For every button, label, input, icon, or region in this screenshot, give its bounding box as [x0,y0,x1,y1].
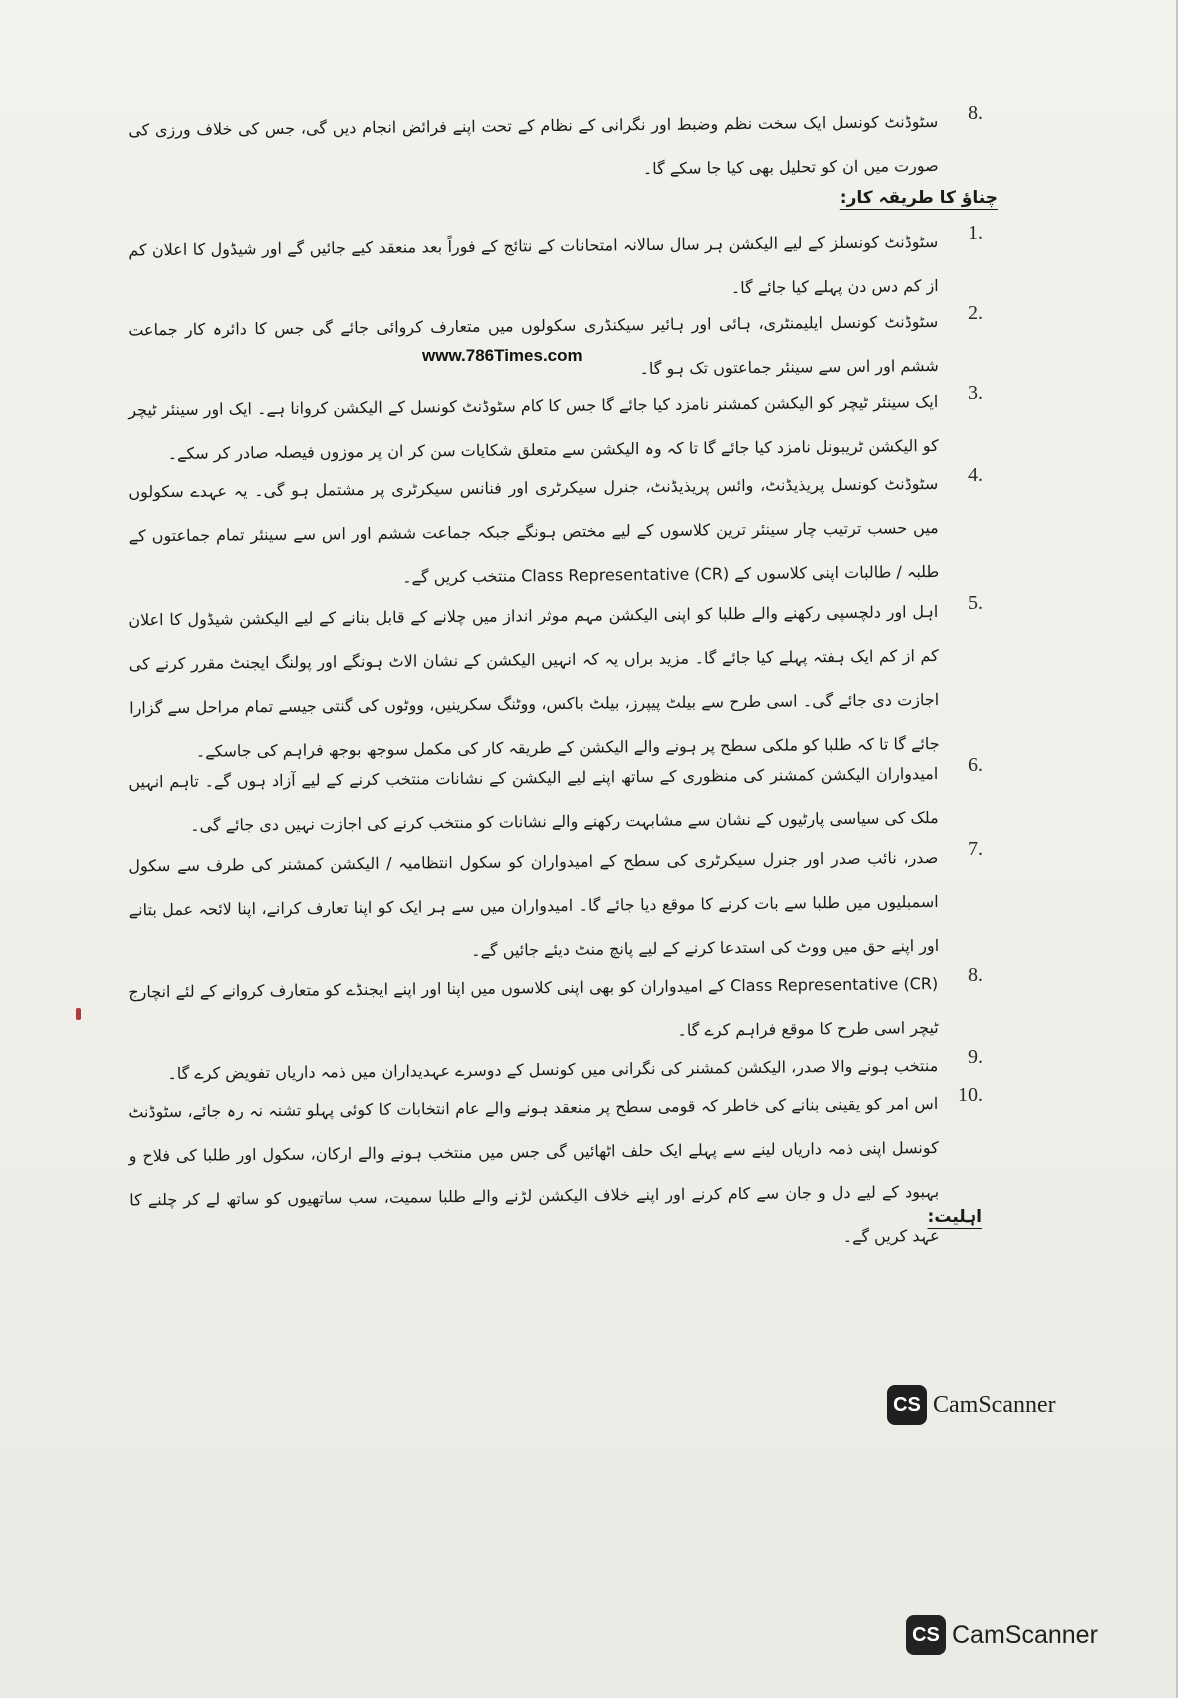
intro-item-number: 8. [968,102,983,124]
item-text: صدر، نائب صدر اور جنرل سیکرٹری کی سطح کے امیدواران کو سکول انتظامیہ / الیکشن کمشنر کی طرف سے سکول اسمبلیوں میں طلبا سے بات کرنے کا موقع دیا جائے گا۔ امیدواران میں سے ہر ایک کو اپنا تعارف کرانے، اپنا لائحہ عمل بتانے اور اپنے حق میں ووٹ کی استدعا کرنے کے لیے پانچ منٹ دیئے جائیں گے۔ [128,847,940,960]
signature-label: اہلیت: [927,1207,982,1227]
item-number: 5. [968,592,983,614]
item-number: 10. [958,1084,983,1106]
item-text: سٹوڈنٹ کونسلز کے لیے الیکشن ہر سال سالانہ امتحانات کے نتائج کے فوراً بعد منعقد کیے جائیں گے اور شیڈول کا اعلان کم از کم دس دن پہلے کیا جائے گا۔ [128,231,939,298]
item-number: 1. [968,222,983,244]
camscanner-label: CamScanner [933,1391,1056,1418]
item-text: ایک سینئر ٹیچر کو الیکشن کمشنر نامزد کیا جائے گا جس کا کام سٹوڈنٹ کونسل کے الیکشن کروانا ہے۔ ایک اور سینئر ٹیچر کو الیکشن ٹریبونل نامزد کیا جائے گا تا کہ وہ الیکشن سے متعلق شکایات سن کر ان پر موزوں فیصلہ صادر کر سکے۔ [128,391,939,464]
camscanner-badge [887,1385,1056,1425]
camscanner-icon: CS [906,1615,946,1655]
intro-item-text: سٹوڈنٹ کونسل ایک سخت نظم وضبط اور نگرانی کے نظام کے تحت اپنے فرائض انجام دیں گی، جس کی خلاف ورزی کی صورت میں ان کو تحلیل بھی کیا جا سکے گا۔ [128,111,939,179]
section-heading: چناؤ کا طریقہ کار: [839,188,998,208]
item-number: 2. [968,302,983,324]
watermark-url: www.786Times.com [422,346,583,365]
item-number: 6. [968,754,983,776]
camscanner-badge-outer [906,1615,1098,1655]
camscanner-icon: CS [887,1385,927,1425]
item-number: 4. [968,464,983,486]
camscanner-label: CamScanner [952,1620,1098,1649]
item-text: منتخب ہونے والا صدر، الیکشن کمشنر کی نگرانی میں کونسل کے دوسرے عہدیداران میں ذمہ داریاں تفویض کرے گا۔ [167,1055,939,1084]
item-text: سٹوڈنٹ کونسل پریذیڈنٹ، وائس پریذیڈنٹ، جنرل سیکرٹری اور فنانس سیکرٹری پر مشتمل ہو گی۔ یہ عہدے سکولوں میں حسب ترتیب چار سینئر ترین کلاسوں کے لیے مختص ہونگے جبکہ جماعت ششم اور اس سے سینئر تمام جماعتوں کے طلبہ / طالبات اپنی کلاسوں کے Class Representative (CR) منتخب کریں گے۔ [128,473,940,587]
item-text: اہل اور دلچسپی رکھنے والے طلبا کو اپنی الیکشن مہم موثر انداز میں چلانے کے قابل بنانے کے لیے الیکشن شیڈول کا اعلان کم از کم ایک ہفتہ پہلے کیا جائے گا۔ مزید براں یہ کہ انہیں الیکشن کے نشان الاٹ ہونگے اور پولنگ ایجنٹ مقرر کرنے کی اجازت دی جائے گی۔ اسی طرح سے بیلٹ پیپرز، بیلٹ باکس، ووٹنگ سکرینیں، ووٹوں کی گنتی جیسے تمام مراحل سے گزارا جائے گا تا کہ طلبا کو ملکی سطح پر ہونے والے الیکشن کے طریقہ کار کی مکمل سوجھ بوجھ فراہم کی جاسکے۔ [128,601,940,761]
item-number: 3. [968,382,983,404]
item-text: اس امر کو یقینی بنانے کی خاطر کہ قومی سطح پر منعقد ہونے والے عام انتخابات کا کوئی پہلو تشنہ نہ رہ جائے، سٹوڈنٹ کونسل اپنی ذمہ داریاں لینے سے پہلے ایک حلف اٹھائیں گی جس میں منتخب ہونے والے ارکان، سکول اور طلبا کی فلاح و بہبود کے لیے دل و جان سے کام کرنے اور اپنے خلاف الیکشن لڑنے والے طلبا سمیت، سب ساتھیوں کو ساتھ لے کر چلنے کا عہد کریں گے۔ [128,1093,940,1247]
item-number: 7. [968,838,983,860]
item-number: 9. [968,1046,983,1068]
item-text: سٹوڈنٹ کونسل ایلیمنٹری، ہائی اور ہائیر سیکنڈری سکولوں میں متعارف کروائی جائے گی جس کا دائرہ کار جماعت ششم اور اس سے سینئر جماعتوں تک ہو گا۔ [128,311,939,379]
item-text: Class Representative (CR) کے امیدواران کو بھی اپنی کلاسوں میں اپنا اور اپنے ایجنڈے کو متعارف کروانے کے لئے انچارج ٹیچر اسی طرح کا موقع فراہم کرے گا۔ [128,973,939,1040]
item-number: 8. [968,964,983,986]
item-text: امیدواران الیکشن کمشنر کی منظوری کے ساتھ اپنے لیے الیکشن کے نشانات منتخب کرنے کے لیے آزاد ہوں گے۔ تاہم انہیں ملک کی سیاسی پارٹیوں کے نشان سے مشابہت رکھنے والے نشانات کو منتخب کرنے کی اجازت نہیں دی جائے گی۔ [128,763,939,835]
